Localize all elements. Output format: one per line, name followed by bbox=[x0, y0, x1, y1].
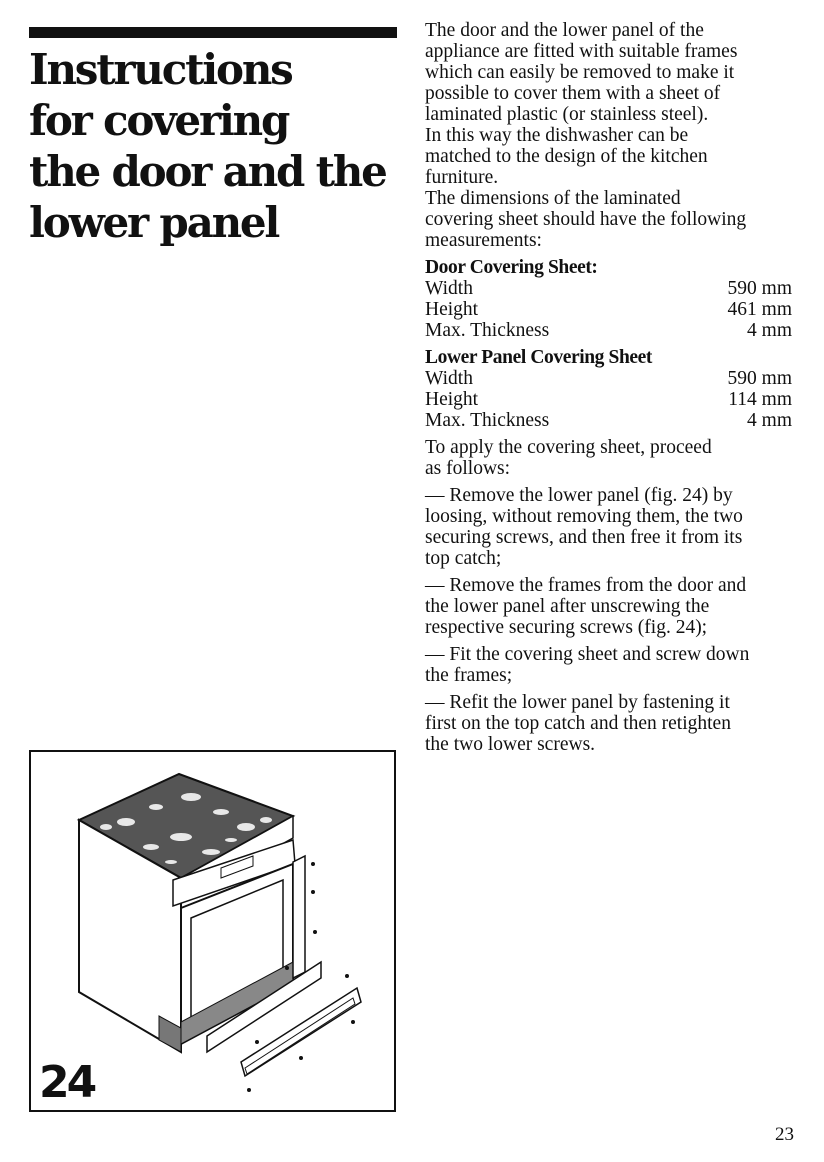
door-sheet-heading: Door Covering Sheet: bbox=[425, 257, 598, 278]
text-line: first on the top catch and then retighten bbox=[425, 713, 731, 734]
text-line: loosing, without removing them, the two bbox=[425, 506, 743, 527]
title-line: for covering bbox=[29, 96, 289, 145]
dimension-value: 590 mm bbox=[727, 278, 792, 299]
title-line: the door and the bbox=[29, 147, 386, 196]
dimension-label: Max. Thickness bbox=[425, 320, 550, 341]
text-line: The dimensions of the laminated bbox=[425, 188, 681, 209]
text-line: respective securing screws (fig. 24); bbox=[425, 617, 708, 638]
dimension-row bbox=[425, 368, 792, 389]
figure-24 bbox=[29, 750, 396, 1112]
dimension-row bbox=[425, 410, 792, 431]
dimension-label: Max. Thickness bbox=[425, 410, 550, 431]
text-line: the lower panel after unscrewing the bbox=[425, 596, 710, 617]
text-line: securing screws, and then free it from its bbox=[425, 527, 743, 548]
dimension-label: Height bbox=[425, 299, 479, 320]
instructions-column bbox=[425, 20, 792, 755]
text-line: top catch; bbox=[425, 548, 502, 569]
procedure-step bbox=[425, 644, 792, 686]
text-line: the two lower screws. bbox=[425, 734, 596, 755]
dimension-value: 590 mm bbox=[727, 368, 792, 389]
dimension-row bbox=[425, 299, 792, 320]
text-line: furniture. bbox=[425, 167, 499, 188]
dimension-label: Height bbox=[425, 389, 479, 410]
text-line: covering sheet should have the following bbox=[425, 209, 747, 230]
text-line: To apply the covering sheet, proceed bbox=[425, 437, 712, 458]
dimension-value: 114 mm bbox=[728, 389, 792, 410]
text-line: matched to the design of the kitchen bbox=[425, 146, 708, 167]
dimension-label: Width bbox=[425, 368, 473, 389]
text-line: The door and the lower panel of the bbox=[425, 20, 704, 41]
text-line: laminated plastic (or stainless steel). bbox=[425, 104, 709, 125]
text-line: possible to cover them with a sheet of bbox=[425, 83, 721, 104]
text-line: the frames; bbox=[425, 665, 513, 686]
page-number: 23 bbox=[775, 1124, 794, 1145]
title-line: Instructions bbox=[29, 45, 292, 94]
dimension-label: Width bbox=[425, 278, 473, 299]
dimension-row bbox=[425, 320, 792, 341]
intro-paragraph bbox=[425, 20, 792, 251]
title-line: lower panel bbox=[29, 198, 279, 247]
text-line: which can easily be removed to make it bbox=[425, 62, 735, 83]
lower-sheet-heading: Lower Panel Covering Sheet bbox=[425, 347, 652, 368]
procedure-step bbox=[425, 575, 792, 638]
text-line: — Remove the frames from the door and bbox=[425, 575, 747, 596]
dimension-row bbox=[425, 389, 792, 410]
page-title bbox=[29, 44, 404, 248]
figure-number: 24 bbox=[39, 1057, 95, 1108]
dimension-row bbox=[425, 278, 792, 299]
text-line: measurements: bbox=[425, 230, 542, 251]
procedure-intro bbox=[425, 437, 792, 479]
title-rule bbox=[29, 27, 397, 38]
procedure-step bbox=[425, 692, 792, 755]
dimension-value: 461 mm bbox=[727, 299, 792, 320]
dimension-value: 4 mm bbox=[747, 320, 792, 341]
text-line: — Refit the lower panel by fastening it bbox=[425, 692, 730, 713]
text-line: as follows: bbox=[425, 458, 511, 479]
text-line: — Remove the lower panel (fig. 24) by bbox=[425, 485, 733, 506]
text-line: appliance are fitted with suitable frames bbox=[425, 41, 738, 62]
text-line: — Fit the covering sheet and screw down bbox=[425, 644, 750, 665]
dimension-value: 4 mm bbox=[747, 410, 792, 431]
procedure-step bbox=[425, 485, 792, 569]
text-line: In this way the dishwasher can be bbox=[425, 125, 689, 146]
